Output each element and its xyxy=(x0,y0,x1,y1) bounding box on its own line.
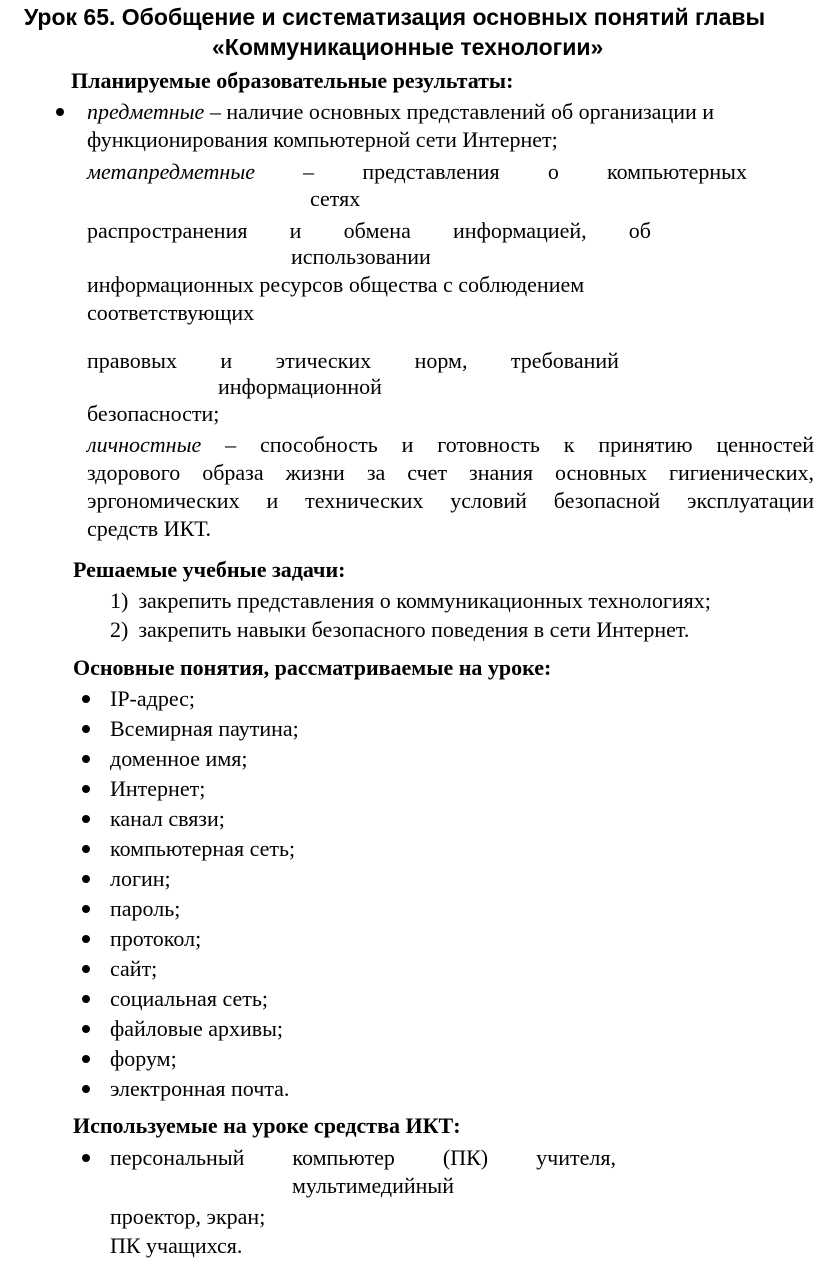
ict-word-multimedia: мультимедийный xyxy=(292,1173,454,1198)
concept-item: Интернет; xyxy=(110,776,206,801)
task-text: закрепить навыки безопасного поведения в сети Интернет. xyxy=(138,617,690,642)
concept-item: файловые архивы; xyxy=(110,1016,284,1041)
bullet-icon xyxy=(82,1025,90,1033)
personal-results-line-3: эргономических и технических условий безопасной эксплуатации xyxy=(87,488,814,513)
bullet-icon xyxy=(82,725,90,733)
task-item xyxy=(110,616,689,644)
concept-item: социальная сеть; xyxy=(110,986,268,1011)
concept-item: сайт; xyxy=(110,956,158,981)
meta-results-line-3: информационных ресурсов общества с соблюдением xyxy=(87,272,585,297)
meta-results-line-2 xyxy=(87,217,651,245)
meta-results-word: этических xyxy=(275,348,372,373)
page-title-line-2: «Коммуникационные технологии» xyxy=(212,34,604,60)
bullet-icon xyxy=(82,1085,90,1093)
subject-results-text: – наличие основных представлений об организации и xyxy=(204,99,715,124)
concept-item: электронная почта. xyxy=(110,1076,290,1101)
tasks-heading: Решаемые учебные задачи: xyxy=(73,557,346,582)
personal-results-line-2: здорового образа жизни за счет знания основных гигиенических, xyxy=(87,460,814,485)
task-number: 2) xyxy=(110,617,129,642)
personal-results-line-1 xyxy=(87,431,814,459)
meta-results-line-6: безопасности; xyxy=(87,401,220,426)
meta-results-word-networks: сетях xyxy=(310,186,361,211)
bullet-icon xyxy=(82,1055,90,1063)
subject-results-term: предметные xyxy=(87,99,205,124)
bullet-icon xyxy=(82,935,90,943)
meta-results-line-4: соответствующих xyxy=(87,300,255,325)
concept-item: логин; xyxy=(110,866,171,891)
bullet-icon xyxy=(82,965,90,973)
meta-results-word: и xyxy=(289,218,302,243)
concept-item: Всемирная паутина; xyxy=(110,716,299,741)
bullet-icon xyxy=(82,785,90,793)
task-item xyxy=(110,587,711,615)
bullet-icon xyxy=(82,695,90,703)
bullet-icon xyxy=(82,995,90,1003)
concept-item: протокол; xyxy=(110,926,202,951)
page-title-line-1: Урок 65. Обобщение и систематизация основных понятий главы xyxy=(24,4,766,30)
ict-line-3: ПК учащихся. xyxy=(110,1233,243,1258)
concept-item: пароль; xyxy=(110,896,181,921)
ict-line-1 xyxy=(110,1144,616,1172)
concept-item: доменное имя; xyxy=(110,746,248,771)
meta-results-word: обмена xyxy=(343,218,411,243)
meta-results-line-5 xyxy=(87,347,619,375)
concept-item: канал связи; xyxy=(110,806,225,831)
ict-line-2: проектор, экран; xyxy=(110,1204,266,1229)
meta-results-word: о xyxy=(547,159,559,184)
ict-word: учителя, xyxy=(536,1145,616,1170)
bullet-icon xyxy=(82,1154,90,1162)
bullet-icon xyxy=(82,815,90,823)
concepts-heading: Основные понятия, рассматриваемые на уроке: xyxy=(73,655,552,680)
concept-item: компьютерная сеть; xyxy=(110,836,296,861)
task-text: закрепить представления о коммуникационных технологиях; xyxy=(138,588,711,613)
meta-results-word: представления xyxy=(362,159,500,184)
meta-results-word: и xyxy=(220,348,233,373)
subject-results-line-2: функционирования компьютерной сети Интернет; xyxy=(87,127,558,152)
ict-word: компьютер xyxy=(292,1145,395,1170)
ict-heading: Используемые на уроке средства ИКТ: xyxy=(73,1113,461,1138)
personal-results-line-4: средств ИКТ. xyxy=(87,516,211,541)
meta-results-word: компьютерных xyxy=(607,159,747,184)
concept-item: IP-адрес; xyxy=(110,686,196,711)
meta-results-line-1 xyxy=(87,158,747,186)
meta-results-word: требований xyxy=(510,348,619,373)
meta-results-word-usage: использовании xyxy=(291,244,431,269)
meta-results-term: метапредметные xyxy=(87,159,255,184)
meta-results-word: об xyxy=(628,218,651,243)
bullet-icon xyxy=(56,108,64,116)
meta-results-word: распространения xyxy=(87,218,248,243)
meta-results-word: правовых xyxy=(87,348,177,373)
concept-item: форум; xyxy=(110,1046,177,1071)
bullet-icon xyxy=(82,755,90,763)
bullet-icon xyxy=(82,845,90,853)
meta-results-word-information: информационной xyxy=(218,374,382,399)
planned-results-heading: Планируемые образовательные результаты: xyxy=(71,68,514,93)
meta-results-word: – xyxy=(303,159,315,184)
meta-results-word: информацией, xyxy=(453,218,587,243)
personal-results-term: личностные xyxy=(87,432,202,457)
subject-results-line-1 xyxy=(87,98,714,126)
meta-results-word: норм, xyxy=(414,348,468,373)
task-number: 1) xyxy=(110,588,129,613)
bullet-icon xyxy=(82,905,90,913)
personal-results-text: – способность и готовность к принятию ценностей xyxy=(201,432,814,457)
ict-word: (ПК) xyxy=(442,1145,489,1170)
ict-word: персональный xyxy=(110,1145,245,1170)
bullet-icon xyxy=(82,875,90,883)
